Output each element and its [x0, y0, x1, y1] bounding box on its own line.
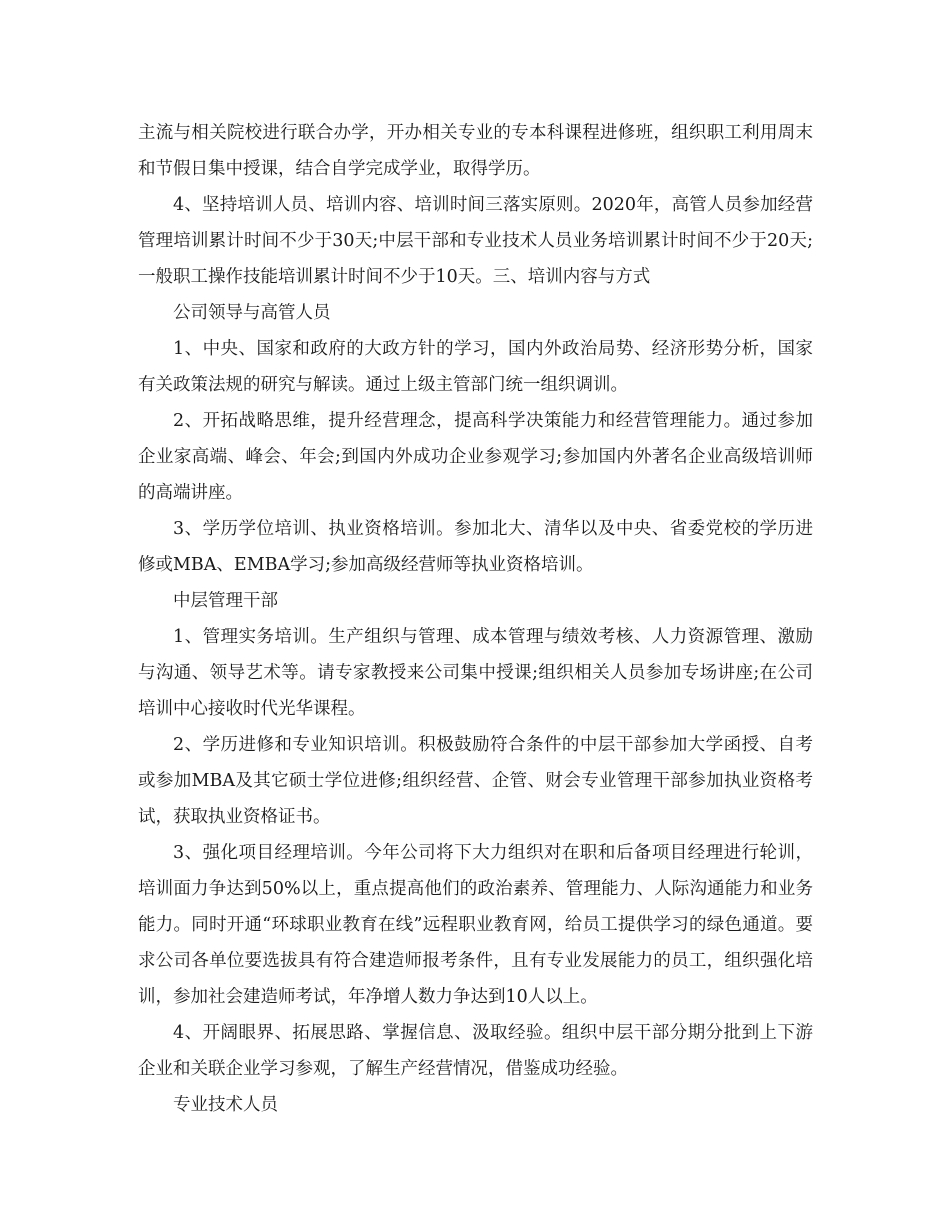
section-heading-senior-management: 公司领导与高管人员: [173, 303, 331, 323]
paragraph-middle-item-4: 4、开阔眼界、拓展思路、掌握信息、汲取经验。组织中层干部分期分批到上下游企业和关联企业学习参观，了解生产经营情况，借鉴成功经验。: [138, 1023, 813, 1079]
document-body: [138, 115, 813, 1123]
paragraph-continuation: 主流与相关院校进行联合办学，开办相关专业的专本科课程进修班，组织职工利用周末和节假日集中授课，结合自学完成学业，取得学历。: [138, 123, 813, 179]
paragraph-senior-item-3: 3、学历学位培训、执业资格培训。参加北大、清华以及中央、省委党校的学历进修或MBA、EMBA学习;参加高级经营师等执业资格培训。: [138, 519, 813, 575]
paragraph-middle-item-1: 1、管理实务培训。生产组织与管理、成本管理与绩效考核、人力资源管理、激励与沟通、领导艺术等。请专家教授来公司集中授课;组织相关人员参加专场讲座;在公司培训中心接收时代光华课程。: [138, 627, 813, 719]
paragraph-middle-item-2: 2、学历进修和专业知识培训。积极鼓励符合条件的中层干部参加大学函授、自考或参加MBA及其它硕士学位进修;组织经营、企管、财会专业管理干部参加执业资格考试，获取执业资格证书。: [138, 735, 813, 827]
paragraph-middle-item-3: 3、强化项目经理培训。今年公司将下大力组织对在职和后备项目经理进行轮训，培训面力争达到50%以上，重点提高他们的政治素养、管理能力、人际沟通能力和业务能力。同时开通“环球职业教育在线”远程职业教育网，给员工提供学习的绿色通道。要求公司各单位要选拔具有符合建造师报考条件，且有专业发展能力的员工，组织强化培训，参加社会建造师考试，年净增人数力争达到10人以上。: [138, 843, 813, 1007]
section-heading-middle-management: 中层管理干部: [173, 591, 278, 611]
paragraph-senior-item-2: 2、开拓战略思维，提升经营理念，提高科学决策能力和经营管理能力。通过参加企业家高端、峰会、年会;到国内外成功企业参观学习;参加国内外著名企业高级培训师的高端讲座。: [138, 411, 813, 503]
section-heading-technical-staff: 专业技术人员: [173, 1095, 278, 1115]
paragraph-item-4-principle: 4、坚持培训人员、培训内容、培训时间三落实原则。2020年，高管人员参加经营管理培训累计时间不少于30天;中层干部和专业技术人员业务培训累计时间不少于20天;一般职工操作技能培训累计时间不少于10天。三、培训内容与方式: [138, 195, 813, 287]
paragraph-senior-item-1: 1、中央、国家和政府的大政方针的学习，国内外政治局势、经济形势分析，国家有关政策法规的研究与解读。通过上级主管部门统一组织调训。: [138, 339, 813, 395]
